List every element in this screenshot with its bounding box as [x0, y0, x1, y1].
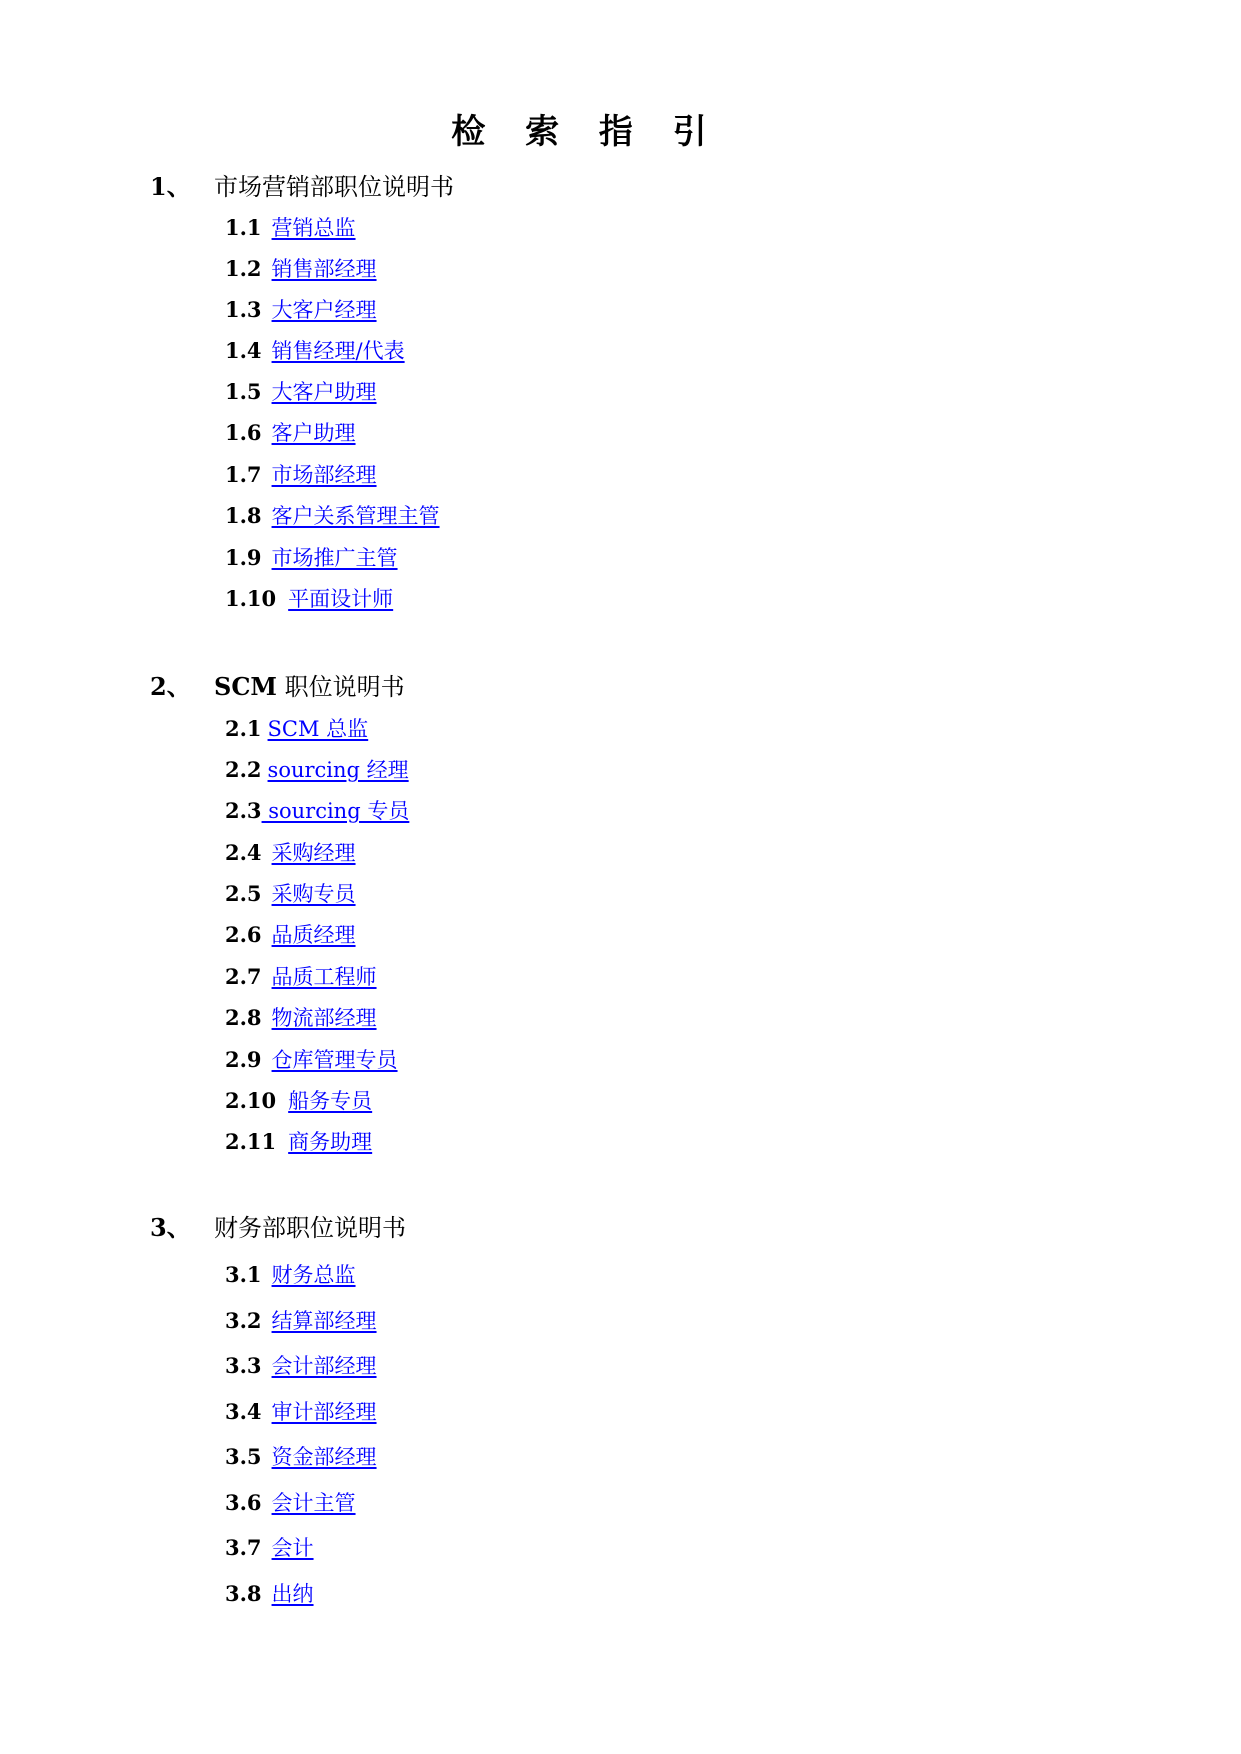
link-cashier[interactable]: 出纳: [271, 1582, 314, 1606]
link-settlement-manager[interactable]: 结算部经理: [271, 1309, 377, 1333]
toc-item-1-8: [225, 503, 440, 529]
section-number: 2、: [150, 672, 191, 701]
toc-item-2-1: [225, 716, 368, 742]
section-title: 职位说明书: [284, 673, 405, 701]
toc-item-2-4: [225, 840, 356, 866]
toc-item-1-10: [225, 586, 393, 612]
toc-item-1-6: [225, 420, 356, 446]
item-number: 2.9: [225, 1047, 262, 1072]
link-quality-manager[interactable]: 品质经理: [271, 923, 356, 947]
item-number: 1.6: [225, 420, 262, 445]
toc-item-1-4: [225, 338, 405, 364]
link-sales-rep[interactable]: 销售经理/代表: [271, 339, 405, 363]
section-number: 1、: [150, 172, 191, 201]
item-number: 3.2: [225, 1308, 262, 1333]
toc-item-3-4: [225, 1399, 377, 1425]
link-logistics-manager[interactable]: 物流部经理: [271, 1006, 377, 1030]
item-number: 2.1: [225, 716, 262, 741]
item-number: 2.4: [225, 840, 262, 865]
toc-item-1-9: [225, 545, 398, 571]
link-sales-manager[interactable]: 销售部经理: [271, 257, 377, 281]
link-crm-supervisor[interactable]: 客户关系管理主管: [271, 504, 440, 528]
page-title: 检 索 指 引: [451, 112, 721, 152]
item-number: 1.7: [225, 462, 262, 487]
item-number: 1.3: [225, 297, 262, 322]
item-number: 2.8: [225, 1005, 262, 1030]
item-number: 3.3: [225, 1353, 262, 1378]
link-accountant[interactable]: 会计: [271, 1536, 314, 1560]
toc-item-3-3: [225, 1353, 377, 1379]
link-accounting-manager[interactable]: 会计部经理: [271, 1354, 377, 1378]
toc-item-2-11: [225, 1129, 372, 1155]
section-title: 市场营销部职位说明书: [214, 173, 454, 201]
toc-item-1-2: [225, 256, 377, 282]
item-number: 2.11: [225, 1129, 277, 1154]
item-number: 3.8: [225, 1581, 262, 1606]
toc-item-2-6: [225, 922, 356, 948]
link-promotion-supervisor[interactable]: 市场推广主管: [271, 546, 398, 570]
section-heading-1: [150, 172, 454, 202]
item-number: 3.4: [225, 1399, 262, 1424]
section-title: 财务部职位说明书: [214, 1214, 406, 1242]
link-customer-assistant[interactable]: 客户助理: [271, 421, 356, 445]
link-purchasing-specialist[interactable]: 采购专员: [271, 882, 356, 906]
section-number: 3、: [150, 1213, 191, 1242]
link-warehouse-specialist[interactable]: 仓库管理专员: [271, 1048, 398, 1072]
link-sourcing-manager[interactable]: sourcing 经理: [267, 758, 409, 782]
link-marketing-manager[interactable]: 市场部经理: [271, 463, 377, 487]
toc-item-1-5: [225, 379, 377, 405]
toc-item-3-7: [225, 1535, 314, 1561]
item-number: 2.7: [225, 964, 262, 989]
section-title-prefix: SCM: [214, 672, 277, 701]
item-number: 1.8: [225, 503, 262, 528]
link-accounting-supervisor[interactable]: 会计主管: [271, 1491, 356, 1515]
toc-item-3-5: [225, 1444, 377, 1470]
link-key-account-manager[interactable]: 大客户经理: [271, 298, 377, 322]
link-treasury-manager[interactable]: 资金部经理: [271, 1445, 377, 1469]
toc-item-1-1: [225, 215, 356, 241]
link-marketing-director[interactable]: 营销总监: [271, 216, 356, 240]
section-heading-3: [150, 1213, 406, 1243]
link-graphic-designer[interactable]: 平面设计师: [288, 587, 394, 611]
toc-item-3-1: [225, 1262, 356, 1288]
link-sourcing-specialist[interactable]: sourcing 专员: [261, 799, 410, 823]
link-scm-director[interactable]: SCM 总监: [267, 717, 369, 741]
toc-item-2-9: [225, 1047, 398, 1073]
item-number: 3.1: [225, 1262, 262, 1287]
toc-item-2-5: [225, 881, 356, 907]
toc-item-1-7: [225, 462, 377, 488]
toc-item-3-8: [225, 1581, 314, 1607]
item-number: 3.5: [225, 1444, 262, 1469]
toc-item-2-2: [225, 757, 409, 783]
toc-item-3-2: [225, 1308, 377, 1334]
link-finance-director[interactable]: 财务总监: [271, 1263, 356, 1287]
item-number: 2.2: [225, 757, 262, 782]
item-number: 2.5: [225, 881, 262, 906]
link-audit-manager[interactable]: 审计部经理: [271, 1400, 377, 1424]
item-number: 2.6: [225, 922, 262, 947]
link-key-account-assistant[interactable]: 大客户助理: [271, 380, 377, 404]
item-number: 2.10: [225, 1088, 277, 1113]
item-number: 1.4: [225, 338, 262, 363]
item-number: 2.3: [225, 798, 262, 823]
item-number: 1.1: [225, 215, 262, 240]
toc-item-3-6: [225, 1490, 356, 1516]
toc-item-2-10: [225, 1088, 372, 1114]
item-number: 3.6: [225, 1490, 262, 1515]
toc-item-1-3: [225, 297, 377, 323]
item-number: 1.2: [225, 256, 262, 281]
link-business-assistant[interactable]: 商务助理: [288, 1130, 373, 1154]
section-heading-2: [150, 672, 405, 702]
toc-item-2-3: [225, 798, 409, 824]
link-shipping-specialist[interactable]: 船务专员: [288, 1089, 373, 1113]
item-number: 3.7: [225, 1535, 262, 1560]
toc-item-2-8: [225, 1005, 377, 1031]
link-purchasing-manager[interactable]: 采购经理: [271, 841, 356, 865]
item-number: 1.9: [225, 545, 262, 570]
toc-item-2-7: [225, 964, 377, 990]
item-number: 1.5: [225, 379, 262, 404]
item-number: 1.10: [225, 586, 277, 611]
link-quality-engineer[interactable]: 品质工程师: [271, 965, 377, 989]
